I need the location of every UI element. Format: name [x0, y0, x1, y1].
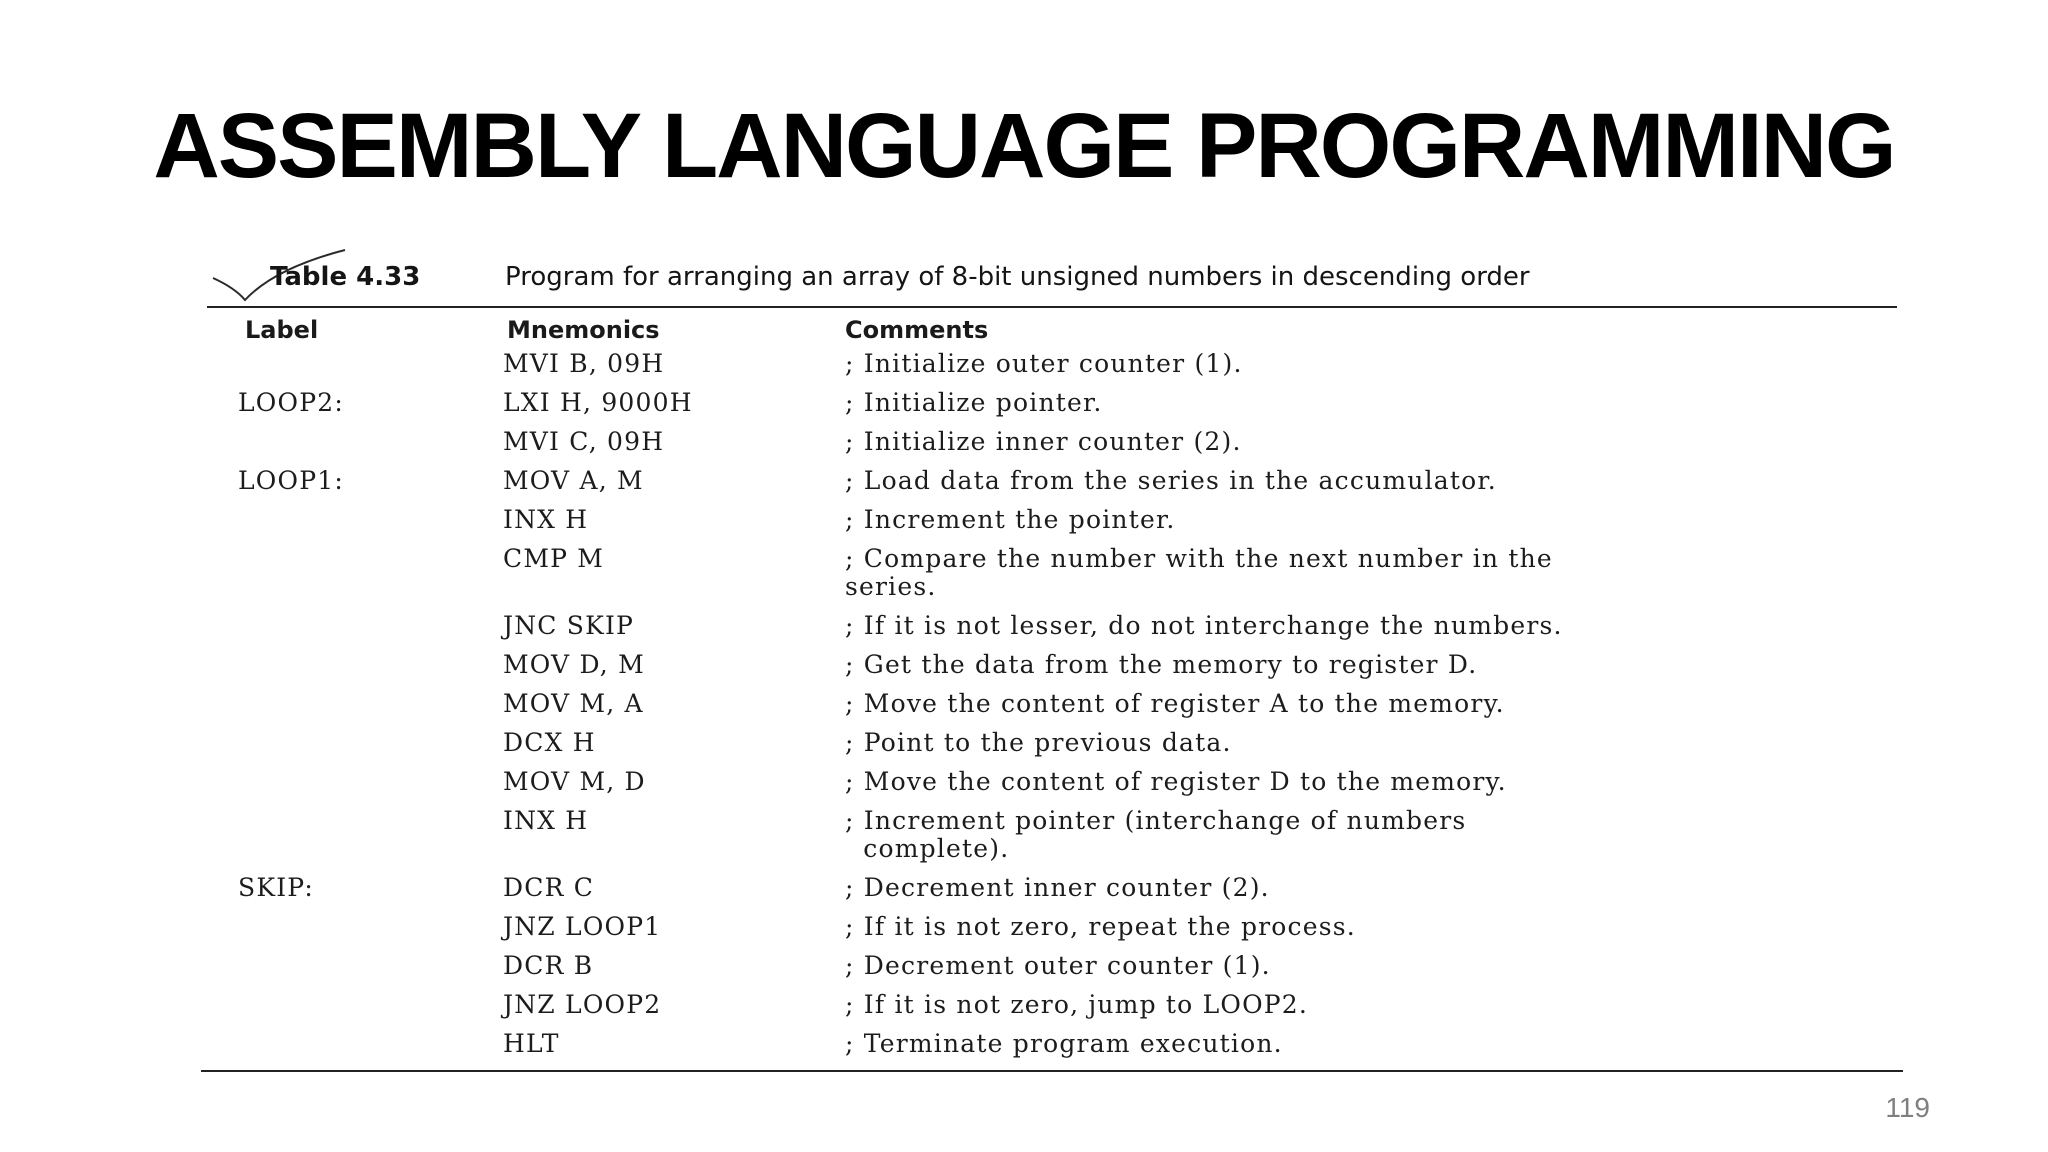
- table-caption-text: Program for arranging an array of 8-bit unsigned numbers in descending order: [505, 262, 1530, 292]
- table-row: [205, 467, 1895, 506]
- row-mnemonic: DCR C: [503, 873, 595, 902]
- row-mnemonic: JNC SKIP: [503, 611, 635, 640]
- row-label: SKIP:: [238, 873, 315, 902]
- table-row: [205, 1030, 1895, 1069]
- table-row: [205, 807, 1895, 874]
- table-row: [205, 350, 1895, 389]
- header-mnemonics: Mnemonics: [507, 316, 660, 344]
- table-row: [205, 428, 1895, 467]
- table-row: [205, 729, 1895, 768]
- row-mnemonic: MVI C, 09H: [503, 427, 665, 456]
- row-mnemonic: INX H: [503, 505, 589, 534]
- row-mnemonic: JNZ LOOP2: [503, 990, 662, 1019]
- row-comment: ; Get the data from the memory to register D.: [845, 650, 1478, 679]
- row-mnemonic: INX H: [503, 806, 589, 835]
- row-comment: ; Load data from the series in the accumulator.: [845, 466, 1497, 495]
- row-comment: ; Decrement inner counter (2).: [845, 873, 1270, 902]
- table-row: [205, 874, 1895, 913]
- row-mnemonic: MVI B, 09H: [503, 349, 665, 378]
- row-comment: ; Initialize pointer.: [845, 388, 1103, 417]
- row-mnemonic: HLT: [503, 1029, 560, 1058]
- table-row: [205, 952, 1895, 991]
- table-row: [205, 612, 1895, 651]
- header-comments: Comments: [845, 316, 989, 344]
- row-comment: ; Increment the pointer.: [845, 505, 1176, 534]
- table-row: [205, 991, 1895, 1030]
- row-comment: ; Point to the previous data.: [845, 728, 1232, 757]
- table-row: [205, 690, 1895, 729]
- row-comment: ; If it is not lesser, do not interchange the numbers.: [845, 611, 1563, 640]
- row-mnemonic: MOV M, A: [503, 689, 644, 718]
- table-body: [205, 350, 1895, 1069]
- row-comment: ; Decrement outer counter (1).: [845, 951, 1271, 980]
- program-table: [205, 248, 1895, 1080]
- table-row: [205, 545, 1895, 612]
- row-comment: ; If it is not zero, repeat the process.: [845, 912, 1356, 941]
- row-comment: ; Initialize inner counter (2).: [845, 427, 1242, 456]
- row-comment: ; Increment pointer (interchange of numbers complete).: [845, 806, 1467, 863]
- row-mnemonic: MOV D, M: [503, 650, 645, 679]
- row-mnemonic: JNZ LOOP1: [503, 912, 662, 941]
- table-bottom-rule: [201, 1070, 1903, 1072]
- row-mnemonic: LXI H, 9000H: [503, 388, 693, 417]
- row-comment: ; Initialize outer counter (1).: [845, 349, 1243, 378]
- header-label: Label: [245, 316, 319, 344]
- row-mnemonic: MOV A, M: [503, 466, 644, 495]
- row-comment: ; Move the content of register A to the memory.: [845, 689, 1505, 718]
- table-row: [205, 506, 1895, 545]
- table-row: [205, 651, 1895, 690]
- slide-title: ASSEMBLY LANGUAGE PROGRAMMING: [153, 95, 1895, 197]
- row-comment: ; Compare the number with the next number in the series.: [845, 544, 1553, 601]
- row-comment: ; Terminate program execution.: [845, 1029, 1283, 1058]
- table-caption-number: Table 4.33: [270, 262, 421, 292]
- row-mnemonic: DCR B: [503, 951, 594, 980]
- row-mnemonic: MOV M, D: [503, 767, 646, 796]
- row-label: LOOP2:: [238, 388, 344, 417]
- row-mnemonic: DCX H: [503, 728, 596, 757]
- table-row: [205, 768, 1895, 807]
- table-row: [205, 389, 1895, 428]
- table-top-rule: [207, 306, 1897, 308]
- page-number: 119: [1885, 1092, 1930, 1123]
- row-mnemonic: CMP M: [503, 544, 605, 573]
- table-row: [205, 913, 1895, 952]
- table-caption: [270, 262, 1530, 292]
- row-comment: ; Move the content of register D to the memory.: [845, 767, 1507, 796]
- row-label: LOOP1:: [238, 466, 344, 495]
- row-comment: ; If it is not zero, jump to LOOP2.: [845, 990, 1309, 1019]
